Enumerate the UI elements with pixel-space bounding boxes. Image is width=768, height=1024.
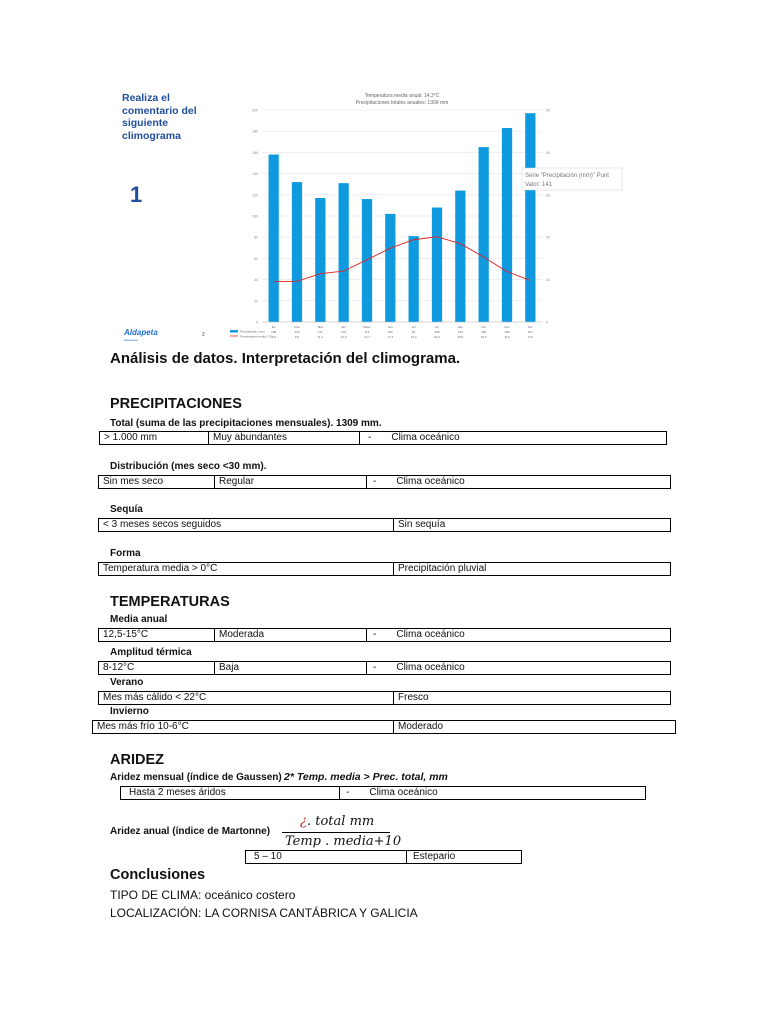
row-cell: Sin sequía [398, 519, 446, 530]
precip-forma-label: Forma [110, 548, 141, 559]
slide-title: Realiza el comentario del siguiente climograma [122, 92, 197, 142]
dash: - [373, 476, 377, 487]
temp-invierno-label: Invierno [110, 706, 149, 717]
tooltip-line2: Valor: 141 [525, 182, 552, 188]
dash: - [346, 787, 350, 798]
y-tick-left: 100 [252, 214, 258, 219]
table-cell: 197 [527, 330, 533, 334]
precip-bar [479, 147, 489, 322]
precip-total-label: Total (suma de las precipitaciones mensuales). 1309 mm. [110, 418, 382, 429]
tooltip-line1: Serie "Precipitación (mm)" Punt [525, 173, 609, 179]
temp-verano-label: Verano [110, 677, 144, 688]
aldapeta-logo: Aldapeta [124, 328, 158, 337]
x-tick-label: Ag [435, 325, 439, 329]
martonne-numerator [300, 814, 374, 829]
x-tick-label: Feb [294, 325, 300, 329]
table-cell: 12,0 [340, 335, 347, 339]
legend-swatch-precip [230, 330, 238, 333]
slide-number: 1 [130, 182, 143, 207]
martonne-row [245, 850, 522, 864]
martonne-denominator: Temp . media+10 [285, 834, 402, 849]
gaussen-row [120, 786, 646, 800]
precip-bar [525, 113, 535, 322]
table-cell: 116 [364, 330, 370, 334]
row-cell: 5 – 10 [246, 851, 407, 863]
y-tick-left: 60 [254, 256, 258, 261]
row-cell: Hasta 2 meses áridos [121, 787, 340, 799]
fraction-bar [282, 832, 390, 833]
gaussen-label: Aridez mensual (índice de Gaussen) [110, 772, 282, 783]
row-value: Clima oceánico [396, 476, 465, 487]
martonne-num-text: . total mm [306, 814, 375, 829]
row-cell: Sin mes seco [99, 476, 215, 488]
x-tick-label: Sep [457, 325, 464, 329]
precip-dist-row [98, 475, 671, 489]
x-tick-label: Dic [528, 325, 533, 329]
table-cell: 14,7 [364, 335, 370, 339]
y-tick-left: 20 [254, 299, 258, 304]
table-cell: 124 [457, 330, 463, 334]
row-cell [367, 629, 670, 641]
precip-bar [502, 128, 512, 322]
table-cell: 11,4 [317, 335, 324, 339]
table-cell: 158 [271, 330, 277, 334]
dash: - [368, 432, 372, 443]
x-tick-label: Jun [387, 325, 393, 329]
x-tick-label: Mayo [363, 325, 371, 329]
precip-bar [432, 208, 442, 322]
logo-subtitle: Ikastetxea [124, 338, 138, 342]
table-cell: 132 [294, 330, 300, 334]
y-tick-left: 180 [252, 129, 258, 134]
table-cell: 117 [317, 330, 323, 334]
temperature-line [274, 237, 531, 282]
climograma-slide [112, 88, 622, 346]
precip-bar [409, 236, 419, 322]
table-cell: 11,9 [504, 335, 510, 339]
row-value: Clima oceánico [396, 662, 465, 673]
table-cell: 131 [341, 330, 347, 334]
precip-dist-label: Distribución (mes seco <30 mm). [110, 461, 267, 472]
slide-page-number: 2 [202, 332, 205, 338]
precip-sequia-label: Sequía [110, 504, 143, 515]
row-cell: Mes más cálido < 22°C [99, 692, 394, 704]
table-cell: 81 [411, 330, 416, 334]
precip-bar [269, 155, 279, 322]
chart-title: Temperatura media anual: 14,3°C [364, 93, 440, 99]
aridez-title: ARIDEZ [110, 752, 164, 768]
table-cell: 9,8 [528, 335, 533, 339]
row-cell: Moderada [215, 629, 367, 641]
precip-bar [362, 199, 372, 322]
dash: - [373, 629, 377, 640]
precip-bar [315, 198, 325, 322]
table-cell: 17,4 [387, 335, 394, 339]
row-cell: Estepario [413, 851, 456, 862]
precip-total-row [99, 431, 667, 445]
row-cell: Fresco [398, 692, 429, 703]
y-tick-right: 40 [546, 150, 550, 155]
precip-sequia-row [98, 518, 671, 532]
precip-bar [455, 191, 465, 322]
tipo-clima: TIPO DE CLIMA: oceánico costero [110, 888, 296, 902]
row-cell: Mes más frío 10-6°C [93, 721, 394, 733]
row-cell [360, 432, 666, 444]
table-cell: 19,4 [410, 335, 417, 339]
x-tick-label: En [271, 325, 276, 329]
row-value: Clima oceánico [369, 787, 438, 798]
analysis-heading: Análisis de datos. Interpretación del climograma. [110, 350, 461, 367]
climograma-chart [112, 88, 622, 346]
row-cell: Temperatura media > 0°C [99, 563, 394, 575]
localizacion: LOCALIZACIÓN: LA CORNISA CANTÁBRICA Y GALICIA [110, 906, 418, 920]
temp-amp-row [98, 661, 671, 675]
row-value: Clima oceánico [396, 629, 465, 640]
temp-invierno-row [92, 720, 676, 734]
x-tick-label: Mar [317, 325, 323, 329]
precip-bar [339, 183, 349, 322]
y-tick-right: 30 [546, 193, 550, 198]
y-tick-left: 140 [252, 172, 258, 177]
row-cell: 8-12°C [99, 662, 215, 674]
table-cell: 18,5 [457, 335, 464, 339]
y-tick-left: 80 [254, 235, 258, 240]
y-tick-left: 200 [252, 108, 258, 113]
y-tick-left: 40 [254, 278, 258, 283]
table-cell: 15,3 [480, 335, 487, 339]
temp-verano-row [98, 691, 671, 705]
legend-precip: Precipitación (mm) [240, 329, 266, 334]
row-cell: Precipitación pluvial [398, 563, 487, 574]
martonne-mark: ¿ [300, 814, 307, 829]
table-cell: 108 [434, 330, 440, 334]
row-cell [340, 787, 645, 799]
chart-subtitle: Precipitaciones totales anuales: 1309 mm [355, 100, 449, 106]
legend-temp: Temperatura media (°C) [240, 334, 273, 339]
y-tick-left: 0 [256, 320, 258, 325]
row-value: Clima oceánico [391, 432, 460, 443]
precip-bar [292, 182, 302, 322]
y-tick-left: 160 [252, 150, 258, 155]
row-cell: Regular [215, 476, 367, 488]
temperaturas-title: TEMPERATURAS [110, 594, 230, 610]
table-cell: 20,1 [434, 335, 440, 339]
row-cell: Moderado [398, 721, 444, 732]
table-cell: 165 [481, 330, 487, 334]
row-cell [367, 662, 670, 674]
conclusiones-title: Conclusiones [110, 867, 206, 883]
table-cell: 9,6 [294, 335, 300, 339]
temp-media-row [98, 628, 671, 642]
temp-media-label: Media anual [110, 614, 168, 625]
precip-forma-row [98, 562, 671, 576]
y-tick-right: 10 [546, 278, 550, 283]
row-cell: < 3 meses secos seguidos [99, 519, 394, 531]
gaussen-formula: 2* Temp. media > Prec. total, mm [284, 771, 448, 783]
table-cell: 9,5 [271, 335, 276, 339]
table-cell: 102 [387, 330, 393, 334]
row-cell: 12,5-15°C [99, 629, 215, 641]
row-cell [367, 476, 670, 488]
x-tick-label: Oct [481, 325, 487, 329]
table-cell: 183 [504, 330, 510, 334]
x-tick-label: Jul [411, 325, 416, 329]
y-tick-left: 120 [252, 193, 258, 198]
dash: - [373, 662, 377, 673]
y-tick-right: 0 [546, 320, 548, 325]
row-cell: > 1.000 mm [100, 432, 209, 444]
martonne-label: Aridez anual (índice de Martonne) [110, 826, 271, 837]
y-tick-right: 20 [546, 235, 550, 240]
x-tick-label: Nov [504, 325, 510, 329]
precip-bar [385, 214, 395, 322]
temp-amp-label: Amplitud térmica [110, 647, 192, 658]
x-tick-label: Abr [341, 325, 347, 329]
y-tick-right: 50 [546, 108, 550, 113]
row-cell: Baja [215, 662, 367, 674]
row-cell: Muy abundantes [209, 432, 360, 444]
precipitaciones-title: PRECIPITACIONES [110, 396, 242, 412]
